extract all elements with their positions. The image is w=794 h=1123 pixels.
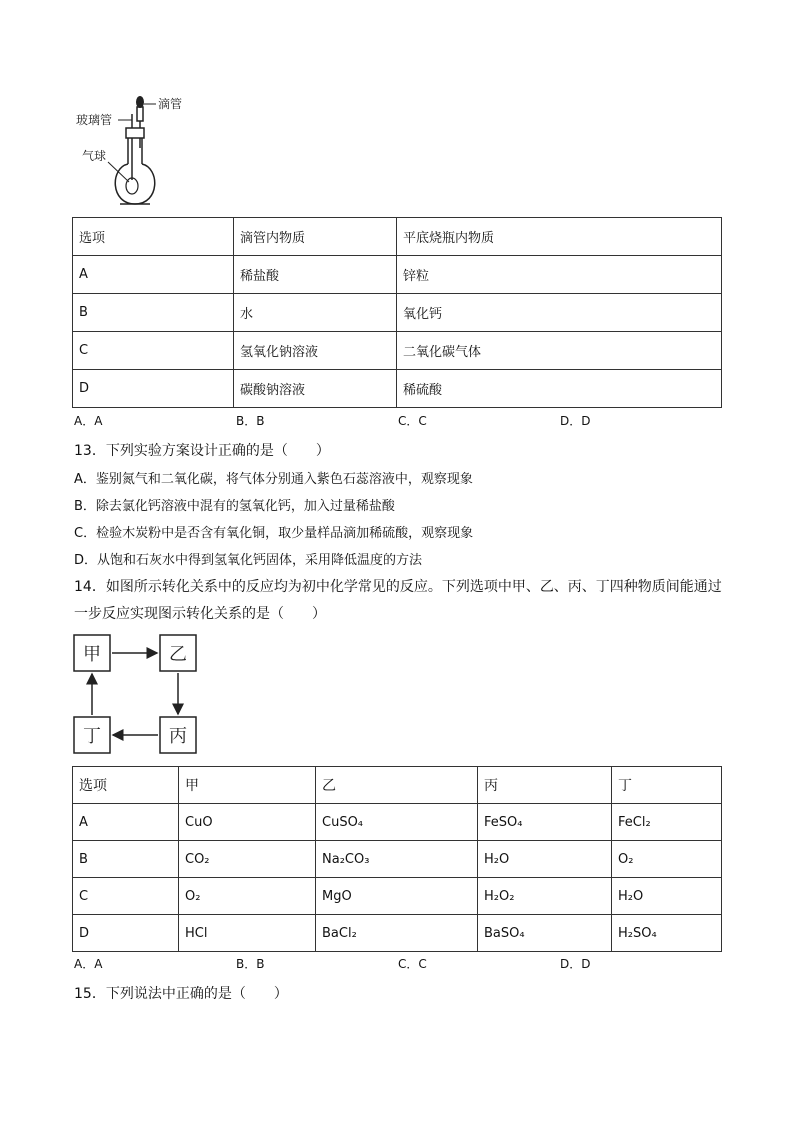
option-c[interactable]: C．C	[398, 414, 427, 428]
option-a[interactable]: A．A	[74, 957, 103, 971]
label-jia: 甲	[83, 644, 101, 665]
label-dropper: 滴管	[158, 97, 183, 111]
table-cell: H₂SO₄	[612, 915, 722, 952]
question-13-stem: 13．下列实验方案设计正确的是（ ）	[74, 443, 330, 459]
table-header-cell: 丁	[612, 767, 722, 804]
table-header-cell: 平底烧瓶内物质	[397, 218, 722, 256]
question-14-stem-line1: 14．如图所示转化关系中的反应均为初中化学常见的反应。下列选项中甲、乙、丙、丁四种物质间能通过	[74, 579, 722, 595]
table-cell: HCl	[179, 915, 316, 952]
table-row	[73, 841, 722, 878]
table-cell: O₂	[612, 841, 722, 878]
table-cell: Na₂CO₃	[316, 841, 478, 878]
table-header-row	[73, 218, 722, 256]
question-14-table	[72, 766, 722, 952]
table-header-cell: 乙	[316, 767, 478, 804]
table-cell: 水	[234, 294, 397, 332]
table-cell: B	[73, 294, 234, 332]
question-13-option-c[interactable]: C．检验木炭粉中是否含有氧化铜，取少量样品滴加稀硫酸，观察现象	[74, 526, 474, 541]
question-13-option-a[interactable]: A．鉴别氮气和二氧化碳，将气体分别通入紫色石蕊溶液中，观察现象	[74, 472, 473, 487]
table-cell: FeSO₄	[478, 804, 612, 841]
conversion-cycle-diagram	[72, 632, 202, 756]
table-header-cell: 滴管内物质	[234, 218, 397, 256]
option-d[interactable]: D．D	[560, 414, 591, 428]
table-cell: CuO	[179, 804, 316, 841]
option-d[interactable]: D．D	[560, 957, 591, 971]
table-cell: H₂O₂	[478, 878, 612, 915]
table-header-cell: 甲	[179, 767, 316, 804]
label-glass-tube: 玻璃管	[76, 113, 113, 127]
table-row	[73, 915, 722, 952]
label-balloon: 气球	[82, 149, 107, 163]
table-cell: BaCl₂	[316, 915, 478, 952]
question-15-stem: 15．下列说法中正确的是（ ）	[74, 986, 288, 1002]
table-cell: O₂	[179, 878, 316, 915]
table-cell: H₂O	[478, 841, 612, 878]
option-c[interactable]: C．C	[398, 957, 427, 971]
question-12-table	[72, 217, 722, 408]
table-cell: B	[73, 841, 179, 878]
table-row	[73, 256, 722, 294]
question-14-stem-line2: 一步反应实现图示转化关系的是（ ）	[74, 606, 326, 622]
option-b[interactable]: B．B	[236, 957, 265, 971]
table-cell: MgO	[316, 878, 478, 915]
table-cell: 稀硫酸	[397, 370, 722, 408]
table-header-cell: 丙	[478, 767, 612, 804]
table-cell: A	[73, 256, 234, 294]
label-bing: 丙	[169, 726, 187, 747]
label-yi: 乙	[169, 644, 187, 665]
table-cell: CO₂	[179, 841, 316, 878]
table-cell: C	[73, 332, 234, 370]
table-cell: H₂O	[612, 878, 722, 915]
table-cell: CuSO₄	[316, 804, 478, 841]
table-header-cell: 选项	[73, 767, 179, 804]
table-cell: 氢氧化钠溶液	[234, 332, 397, 370]
table-cell: C	[73, 878, 179, 915]
table-cell: A	[73, 804, 179, 841]
option-b[interactable]: B．B	[236, 414, 265, 428]
table-cell: 锌粒	[397, 256, 722, 294]
table-header-row	[73, 767, 722, 804]
table-cell: D	[73, 915, 179, 952]
table-cell: D	[73, 370, 234, 408]
table-row	[73, 294, 722, 332]
flask-apparatus-figure	[74, 92, 194, 212]
table-row	[73, 370, 722, 408]
table-row	[73, 332, 722, 370]
table-cell: 二氧化碳气体	[397, 332, 722, 370]
label-ding: 丁	[83, 726, 101, 747]
question-13-option-b[interactable]: B．除去氯化钙溶液中混有的氢氧化钙，加入过量稀盐酸	[74, 499, 395, 514]
table-row	[73, 878, 722, 915]
table-row	[73, 804, 722, 841]
table-cell: 碳酸钠溶液	[234, 370, 397, 408]
table-cell: FeCl₂	[612, 804, 722, 841]
table-cell: BaSO₄	[478, 915, 612, 952]
option-a[interactable]: A．A	[74, 414, 103, 428]
question-13-option-d[interactable]: D．从饱和石灰水中得到氢氧化钙固体，采用降低温度的方法	[74, 553, 423, 568]
table-cell: 稀盐酸	[234, 256, 397, 294]
table-cell: 氧化钙	[397, 294, 722, 332]
table-header-cell: 选项	[73, 218, 234, 256]
